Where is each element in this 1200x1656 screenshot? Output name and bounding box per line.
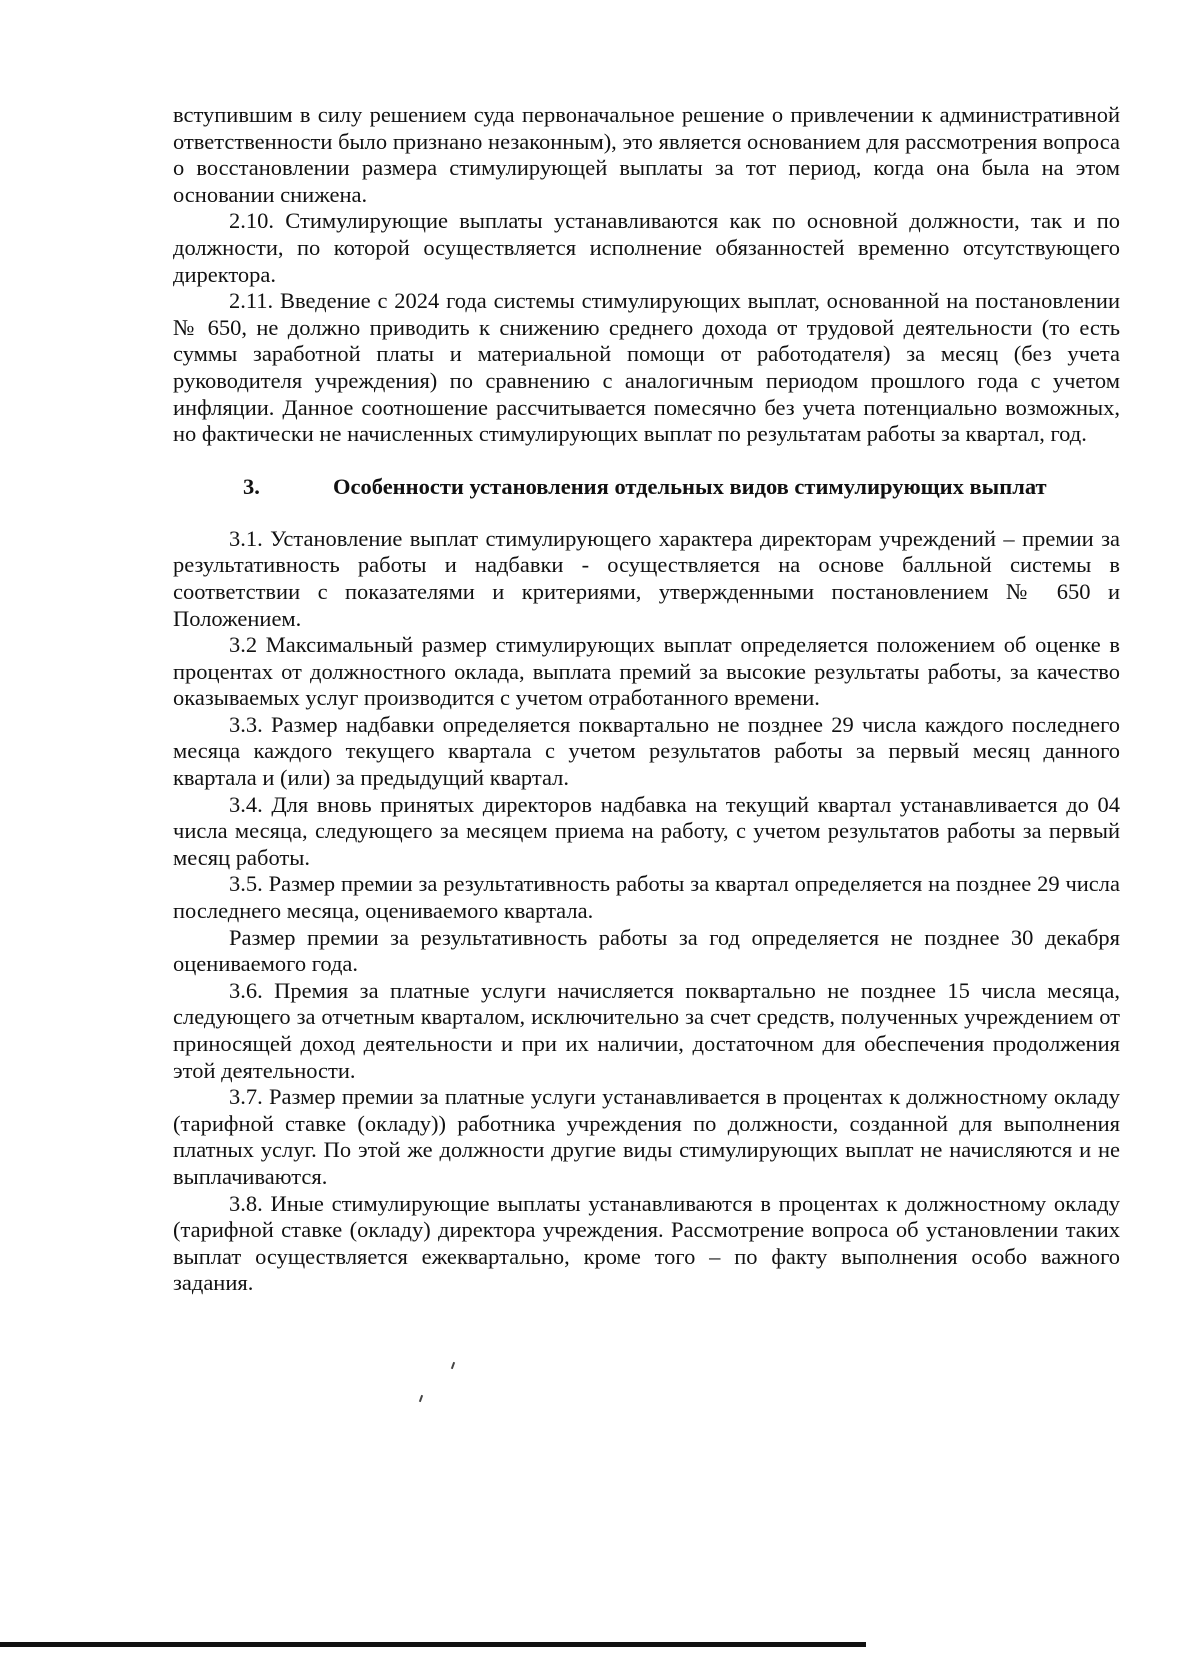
scan-artifact — [419, 1395, 423, 1402]
paragraph-3-5-year: Размер премии за результативность работы за год определяется не позднее 30 декабря оцениваемого года. — [173, 924, 1120, 977]
paragraph-3-8: 3.8. Иные стимулирующие выплаты устанавливаются в процентах к должностному окладу (тарифной ставке (окладу) директора учреждения. Рассмотрение вопроса об установлении таких выплат осуществляется ежеквартально, кроме того – по факту выполнения особо важного задания. — [173, 1190, 1120, 1296]
scan-edge-line — [0, 1642, 866, 1647]
paragraph-2-10: 2.10. Стимулирующие выплаты устанавливаются как по основной должности, так и по должности, по которой осуществляется исполнение обязанностей временно отсутствующего директора. — [173, 208, 1120, 287]
paragraph-continuation: вступившим в силу решением суда первоначальное решение о привлечении к административной ответственности было признано незаконным), это является основанием для рассмотрения вопроса о восстановлении размера стимулирующей выплаты за тот период, когда она была на этом основании снижена. — [173, 102, 1120, 207]
paragraph-3-2: 3.2 Максимальный размер стимулирующих выплат определяется положением об оценке в процентах от должностного оклада, выплата премий за высокие результаты работы, за качество оказываемых услуг производится с учетом отработанного времени. — [173, 632, 1120, 711]
section-number: 3. — [243, 473, 260, 499]
section-heading — [173, 472, 1120, 502]
paragraph-3-3: 3.3. Размер надбавки определяется поквартально не позднее 29 числа каждого последнего месяца каждого текущего квартала с учетом результатов работы за первый месяц данного квартала и (или) за предыдущий квартал. — [173, 711, 1120, 791]
document-body — [173, 102, 1120, 1297]
paragraph-3-7: 3.7. Размер премии за платные услуги устанавливается в процентах к должностному окладу (тарифной ставке (окладу)) работника учреждения по должности, созданной для выполнения платных услуг. По этой же должности другие виды стимулирующих выплат не начисляются и не выплачиваются. — [173, 1084, 1120, 1189]
paragraph-3-5: 3.5. Размер премии за результативность работы за квартал определяется на позднее 29 числа последнего месяца, оцениваемого квартала. — [173, 871, 1120, 924]
section-title: Особенности установления отдельных видов стимулирующих выплат — [333, 473, 1047, 499]
scan-artifact — [451, 1362, 455, 1369]
paragraph-3-4: 3.4. Для вновь принятых директоров надбавка на текущий квартал устанавливается до 04 числа месяца, следующего за месяцем приема на работу, с учетом результатов работы за первый месяц работы. — [173, 791, 1120, 870]
paragraph-2-11: 2.11. Введение с 2024 года системы стимулирующих выплат, основанной на постановлении № 650, не должно приводить к снижению среднего дохода от трудовой деятельности (то есть суммы заработной платы и материальной помощи от работодателя) за месяц (без учета руководителя учреждения) по сравнению с аналогичным периодом прошлого года с учетом инфляции. Данное соотношение рассчитывается помесячно без учета потенциально возможных, но фактически не начисленных стимулирующих выплат по результатам работы за квартал, год. — [173, 288, 1120, 447]
paragraph-3-6: 3.6. Премия за платные услуги начисляется поквартально не позднее 15 числа месяца, следующего за отчетным кварталом, исключительно за счет средств, полученных учреждением от приносящей доход деятельности и при их наличии, достаточном для обеспечения продолжения этой деятельности. — [173, 977, 1120, 1083]
paragraph-3-1: 3.1. Установление выплат стимулирующего характера директорам учреждений – премии за результативность работы и надбавки - осуществляется на основе балльной системы в соответствии с показателями и критериями, утвержденными постановлением № 650 и Положением. — [173, 525, 1120, 631]
